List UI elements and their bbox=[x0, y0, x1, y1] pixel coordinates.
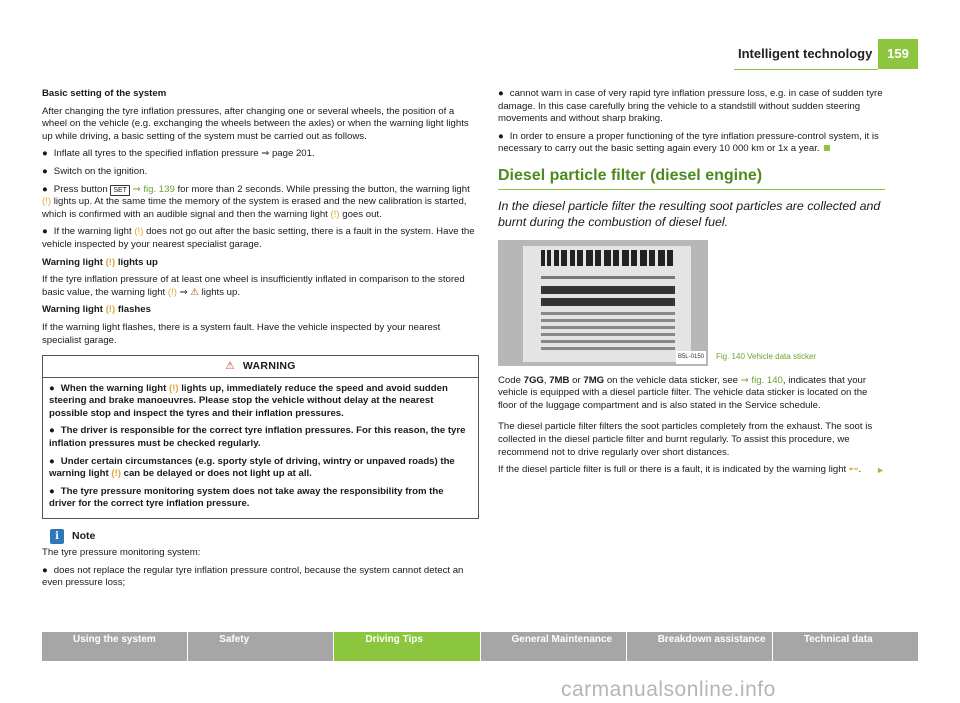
sticker-label bbox=[523, 246, 691, 362]
tyre-warning-icon: (!) bbox=[330, 208, 340, 220]
fig-139-link[interactable]: ⇒ fig. 139 bbox=[132, 183, 175, 195]
para-warning-light: If the diesel particle filter is full or there is a fault, it is indicated by the warning light ⊷. ► bbox=[498, 464, 885, 476]
next-page-arrow-icon: ► bbox=[876, 465, 885, 476]
warning-item: ● The driver is responsible for the correct tyre inflation pressures. For this reason, the tyre inflation pressures must be checked regularly. bbox=[49, 425, 466, 450]
bullet-ignition: ● Switch on the ignition. bbox=[42, 165, 148, 177]
page-header-title: Intelligent technology bbox=[738, 46, 873, 61]
figure bbox=[498, 240, 885, 366]
tyre-warning-icon: (!) bbox=[169, 382, 179, 394]
para-basic-setting: After changing the tyre inflation pressures, after changing one or several wheels, the position of a wheel on the vehicle (e.g. exchanging the wheels between the axles) or when the warning light lights up while driving, a basic setting of the system must be carried out as follows. bbox=[42, 105, 469, 142]
fig-140-link[interactable]: ⇒ fig. 140 bbox=[740, 374, 783, 386]
footer-tab-safety[interactable]: Safety bbox=[188, 632, 333, 661]
warning-header: ⚠ WARNING bbox=[43, 356, 478, 378]
sticker-graphic bbox=[523, 246, 691, 362]
footer-tab-using-the-system[interactable]: Using the system bbox=[42, 632, 187, 661]
warning-item: ● Under certain circumstances (e.g. sporty style of driving, wintry or unpaved roads) the warning light (!) can be delayed or does not light up at all. bbox=[49, 455, 455, 480]
tyre-warning-icon: (!) bbox=[105, 304, 116, 316]
left-column bbox=[42, 88, 479, 595]
section-divider bbox=[498, 189, 885, 190]
tyre-warning-icon: (!) bbox=[105, 256, 116, 268]
info-icon: i bbox=[50, 529, 64, 544]
heading-warning-lights-up: Warning light (!) lights up bbox=[42, 256, 158, 268]
para-warning-flashes: If the warning light flashes, there is a system fault. Have the vehicle inspected by your nearest specialist garage. bbox=[42, 321, 441, 346]
heading-basic-setting: Basic setting of the system bbox=[42, 88, 167, 99]
warning-box bbox=[42, 355, 479, 519]
section-end-icon bbox=[824, 145, 830, 151]
section-intro: In the diesel particle filter the resulting soot particles are collected and burnt during the combustion of diesel fuel. bbox=[498, 198, 881, 229]
para-filter: The diesel particle filter filters the soot particles completely from the exhaust. The soot is collected in the diesel particle filter and burnt regularly. To assist this procedure, we recommend not to drive regularly over short distances. bbox=[498, 421, 873, 458]
tyre-warning-icon: (!) bbox=[167, 286, 177, 298]
figure-code: B5L-0150 bbox=[676, 351, 706, 364]
bullet-inflate: ● Inflate all tyres to the specified inflation pressure ⇒ page 201. bbox=[42, 148, 315, 160]
diesel-filter-warning-icon: ⊷ bbox=[848, 464, 859, 476]
page-number: 159 bbox=[878, 39, 918, 69]
figure-caption: Fig. 140 Vehicle data sticker bbox=[716, 351, 817, 361]
footer-tab-technical-data[interactable]: Technical data bbox=[773, 632, 918, 661]
tyre-warning-icon: (!) bbox=[42, 196, 52, 208]
note-item: ● cannot warn in case of very rapid tyre inflation pressure loss, e.g. in case of sudden tyre damage. In this case carefully bring the vehicle to a standstill without sudden steering movements and without sharp braking. bbox=[498, 88, 883, 125]
heading-warning-flashes: Warning light (!) flashes bbox=[42, 304, 151, 316]
note-item: ● In order to ensure a proper functioning of the tyre inflation pressure-control system, it is necessary to carry out the basic setting again every 10 000 km or 1x a year. bbox=[498, 130, 879, 155]
section-title: Diesel particle filter (diesel engine) bbox=[498, 166, 763, 184]
warning-item: ● The tyre pressure monitoring system does not take away the responsibility from the driver for the correct tyre inflation pressure. bbox=[49, 485, 444, 510]
footer-tab-driving-tips[interactable]: Driving Tips bbox=[334, 632, 479, 661]
warning-item: ● When the warning light (!) lights up, immediately reduce the speed and avoid sudden steering and brake manoeuvres. Please stop the vehicle without delay at the nearest possible stop and inspect the tyres and their inflation pressures. bbox=[49, 382, 448, 419]
warning-triangle-icon: ⚠ bbox=[190, 286, 199, 298]
watermark: carmanualsonline.info bbox=[561, 678, 776, 701]
vehicle-data-sticker-image bbox=[498, 240, 708, 366]
warning-triangle-icon: ⚠ bbox=[225, 360, 235, 373]
note-intro: The tyre pressure monitoring system: bbox=[42, 547, 201, 559]
footer-nav bbox=[42, 632, 918, 661]
note-header: i Note bbox=[42, 529, 479, 544]
footer-tab-breakdown-assistance[interactable]: Breakdown assistance bbox=[627, 632, 772, 661]
header-divider bbox=[734, 69, 878, 70]
para-warning-lights-up: If the tyre inflation pressure of at least one wheel is insufficiently inflated in comparison to the stored basic value, the warning light (!) ⇒ ⚠ lights up. bbox=[42, 274, 465, 298]
bullet-fault: ● If the warning light (!) does not go out after the basic setting, there is a fault in the system. Have the vehicle inspected by your nearest specialist garage. bbox=[42, 226, 475, 250]
set-button-icon: SET bbox=[110, 185, 130, 196]
tyre-warning-icon: (!) bbox=[111, 468, 121, 480]
footer-tab-general-maintenance[interactable]: General Maintenance bbox=[481, 632, 626, 661]
bullet-press-button: ● Press button SET ⇒ fig. 139 for more than 2 seconds. While pressing the button, the warning light (!) lights up. At the same time the memory of the system is erased and the new calibration is started, which is confirmed with an audible signal and then the warning light (!) goes out. bbox=[42, 183, 470, 220]
right-column bbox=[498, 88, 885, 482]
note-item: ● does not replace the regular tyre inflation pressure control, because the system cannot detect an even pressure loss; bbox=[42, 564, 464, 589]
para-code: Code 7GG, 7MB or 7MG on the vehicle data sticker, see ⇒ fig. 140, indicates that your vehicle is equipped with a diesel particle filter. The vehicle data sticker is located on the floor of the luggage compartment and is also stated in the Service schedule. bbox=[498, 374, 868, 411]
tyre-warning-icon: (!) bbox=[134, 226, 144, 238]
